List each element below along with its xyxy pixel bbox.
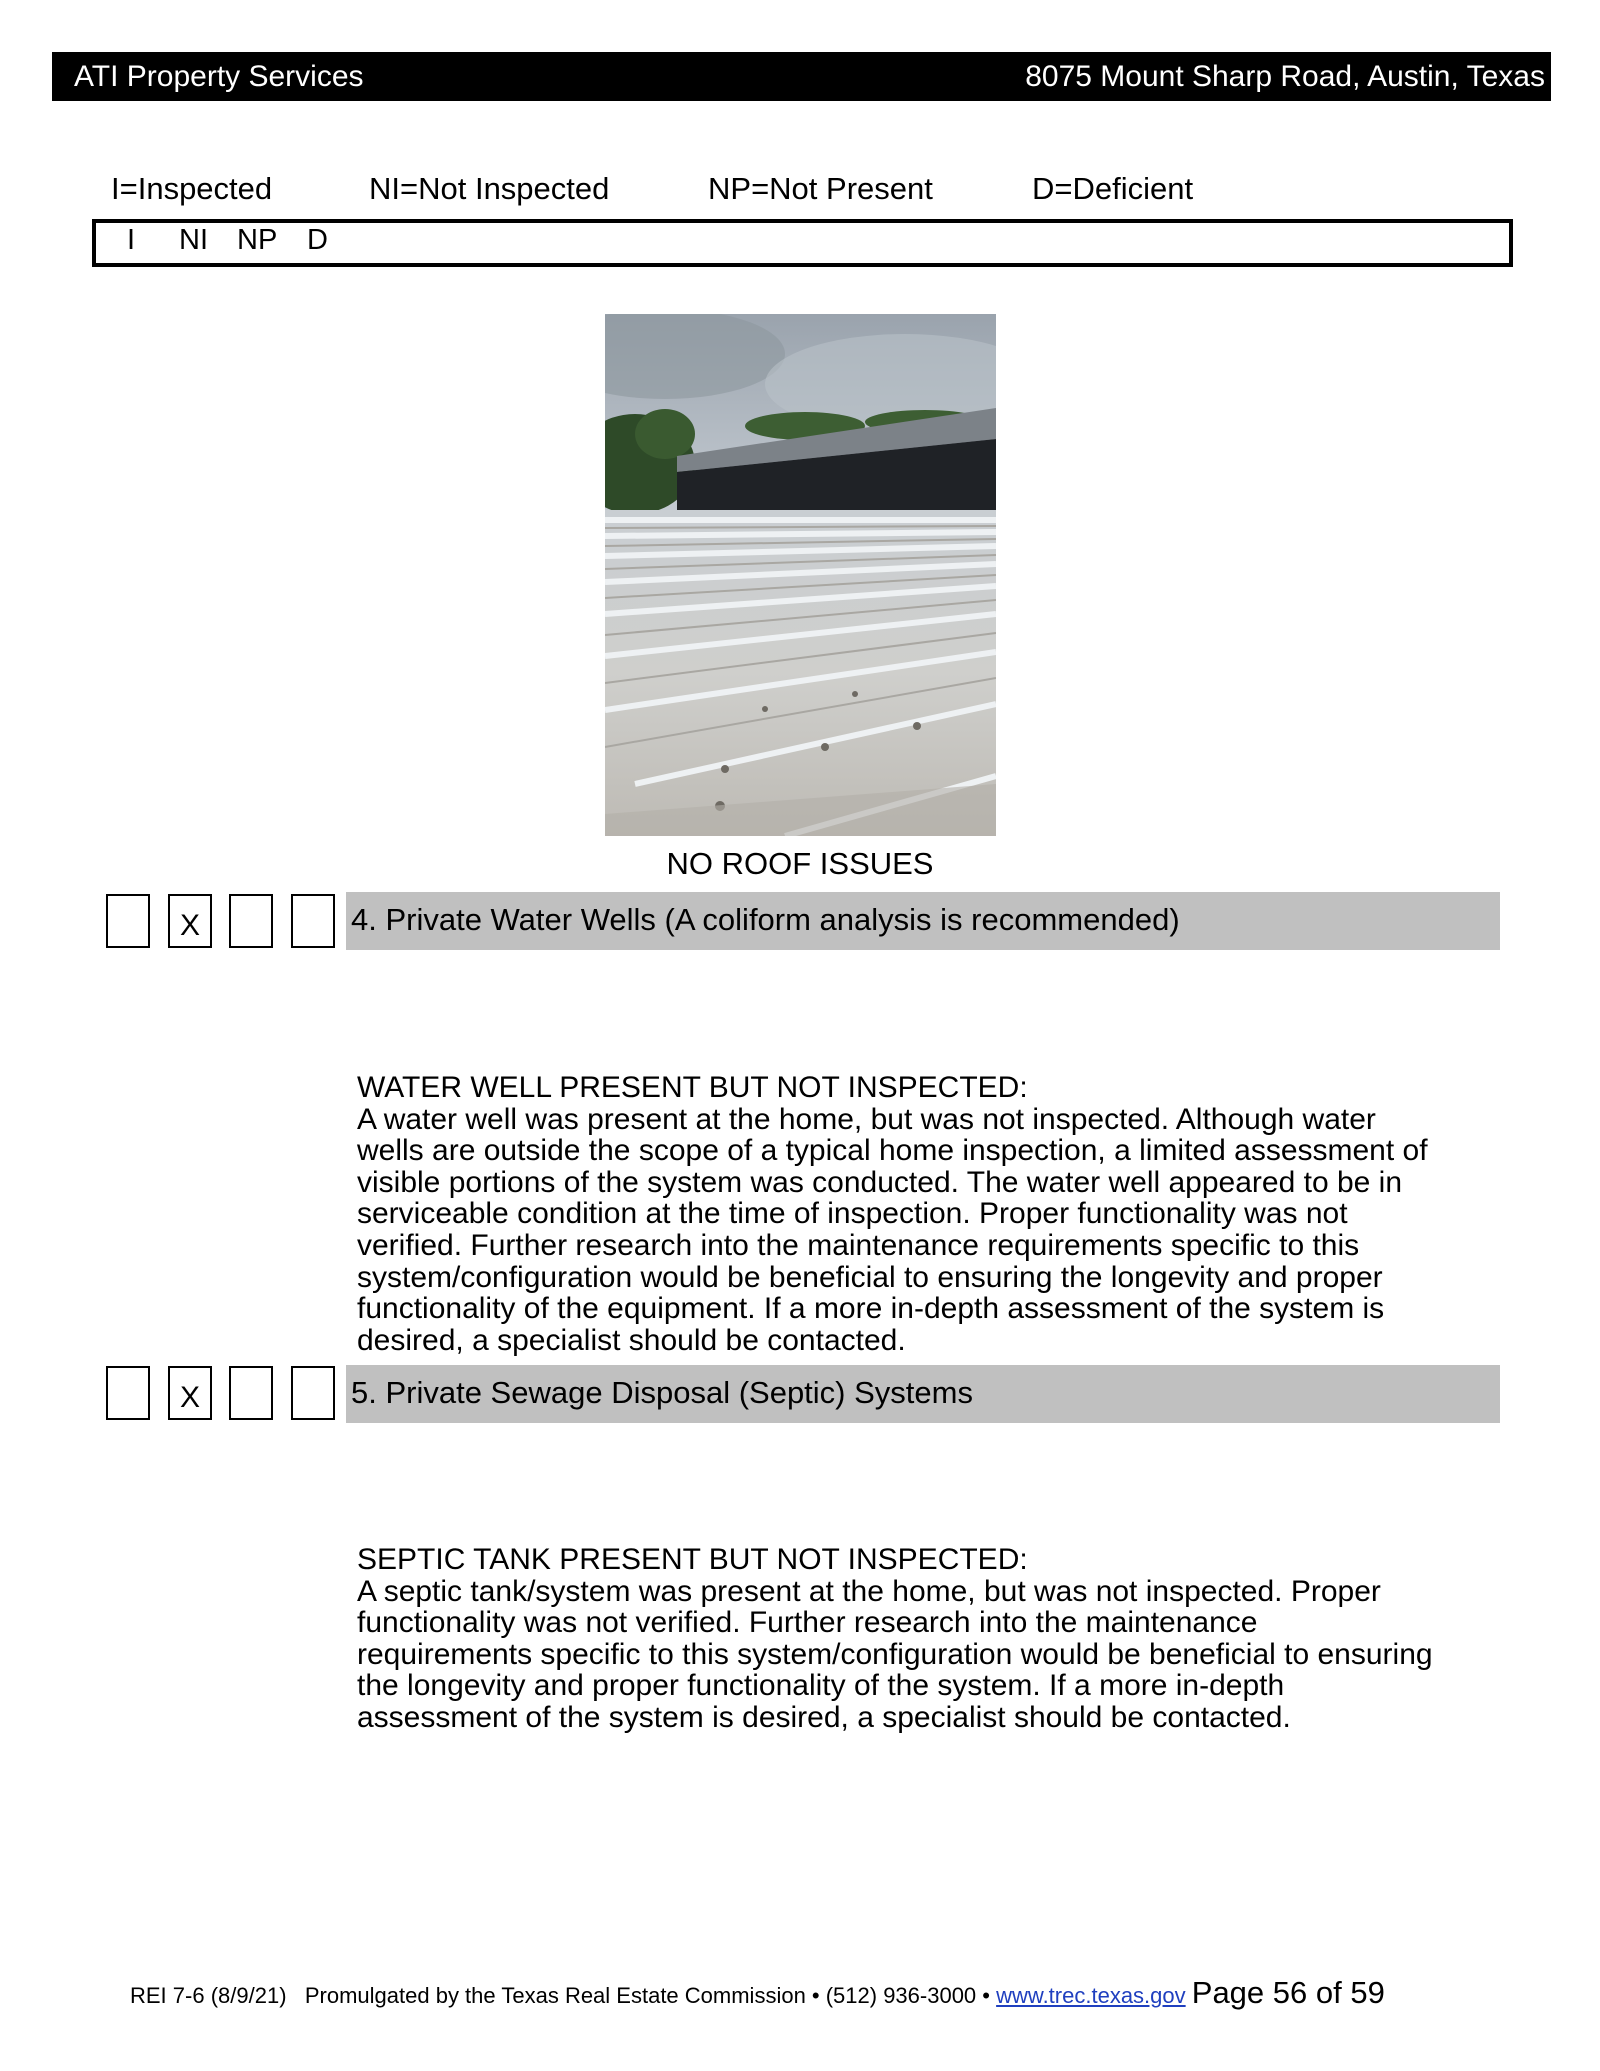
code-i: I [127, 224, 136, 256]
photo-caption: NO ROOF ISSUES [666, 846, 934, 881]
checkbox-inspected-wells[interactable] [106, 894, 150, 948]
comment-line: functionality of the equipment. If a more in-depth assessment of the system is [357, 1292, 1385, 1326]
comment-line: A septic tank/system was present at the home, but was not inspected. Proper [357, 1574, 1381, 1608]
comment-line: functionality was not verified. Further research into the maintenance [357, 1606, 1258, 1640]
checkbox-not-present-wells[interactable] [229, 894, 273, 948]
legend-not-inspected: NI=Not Inspected [369, 171, 610, 206]
water-well-comment [357, 1072, 1507, 1356]
comment-line: assessment of the system is desired, a specialist should be contacted. [357, 1700, 1291, 1734]
code-d: D [307, 224, 328, 256]
section-title-septic: 5. Private Sewage Disposal (Septic) Systems [346, 1365, 1500, 1423]
comment-line: verified. Further research into the maintenance requirements specific to this [357, 1228, 1360, 1262]
section-title-water-wells: 4. Private Water Wells (A coliform analysis is recommended) [346, 892, 1500, 950]
comment-line: requirements specific to this system/configuration would be beneficial to ensuring [357, 1637, 1433, 1671]
code-np: NP [237, 224, 278, 256]
septic-comment [357, 1544, 1507, 1734]
company-name: ATI Property Services [74, 60, 364, 93]
page-number: Page 56 of 59 [1191, 1975, 1385, 2010]
legend-not-present: NP=Not Present [708, 171, 933, 206]
report-header [52, 52, 1551, 101]
legend-inspected: I=Inspected [111, 171, 273, 206]
checkbox-deficient-septic[interactable] [291, 1366, 335, 1420]
trec-link[interactable]: www.trec.texas.gov [996, 1983, 1186, 2008]
comment-line: wells are outside the scope of a typical home inspection, a limited assessment of [357, 1134, 1428, 1168]
checkbox-not-inspected-septic[interactable]: X [168, 1366, 212, 1420]
property-address: 8075 Mount Sharp Road, Austin, Texas [1025, 60, 1545, 93]
comment-line: visible portions of the system was conducted. The water well appeared to be in [357, 1165, 1403, 1199]
comment-line: the longevity and proper functionality of the system. If a more in-depth [357, 1669, 1285, 1703]
footer [130, 1975, 1385, 2011]
comment-line: desired, a specialist should be contacted. [357, 1323, 906, 1357]
column-codes-box [92, 219, 1513, 267]
checkbox-inspected-septic[interactable] [106, 1366, 150, 1420]
checkbox-not-inspected-wells[interactable]: X [168, 894, 212, 948]
promulgated-text: Promulgated by the Texas Real Estate Commission • (512) 936-3000 • [304, 1983, 990, 2008]
water-well-heading: WATER WELL PRESENT BUT NOT INSPECTED: [357, 1071, 1028, 1104]
form-number: REI 7-6 (8/9/21) [130, 1983, 287, 2008]
roof-photo [605, 314, 996, 836]
checkbox-not-present-septic[interactable] [229, 1366, 273, 1420]
comment-line: serviceable condition at the time of inspection. Proper functionality was not [357, 1197, 1348, 1231]
comment-line: A water well was present at the home, but was not inspected. Although water [357, 1102, 1376, 1136]
legend-deficient: D=Deficient [1032, 171, 1194, 206]
septic-heading: SEPTIC TANK PRESENT BUT NOT INSPECTED: [357, 1543, 1028, 1576]
code-ni: NI [179, 224, 208, 256]
checkbox-deficient-wells[interactable] [291, 894, 335, 948]
comment-line: system/configuration would be beneficial to ensuring the longevity and proper [357, 1260, 1383, 1294]
